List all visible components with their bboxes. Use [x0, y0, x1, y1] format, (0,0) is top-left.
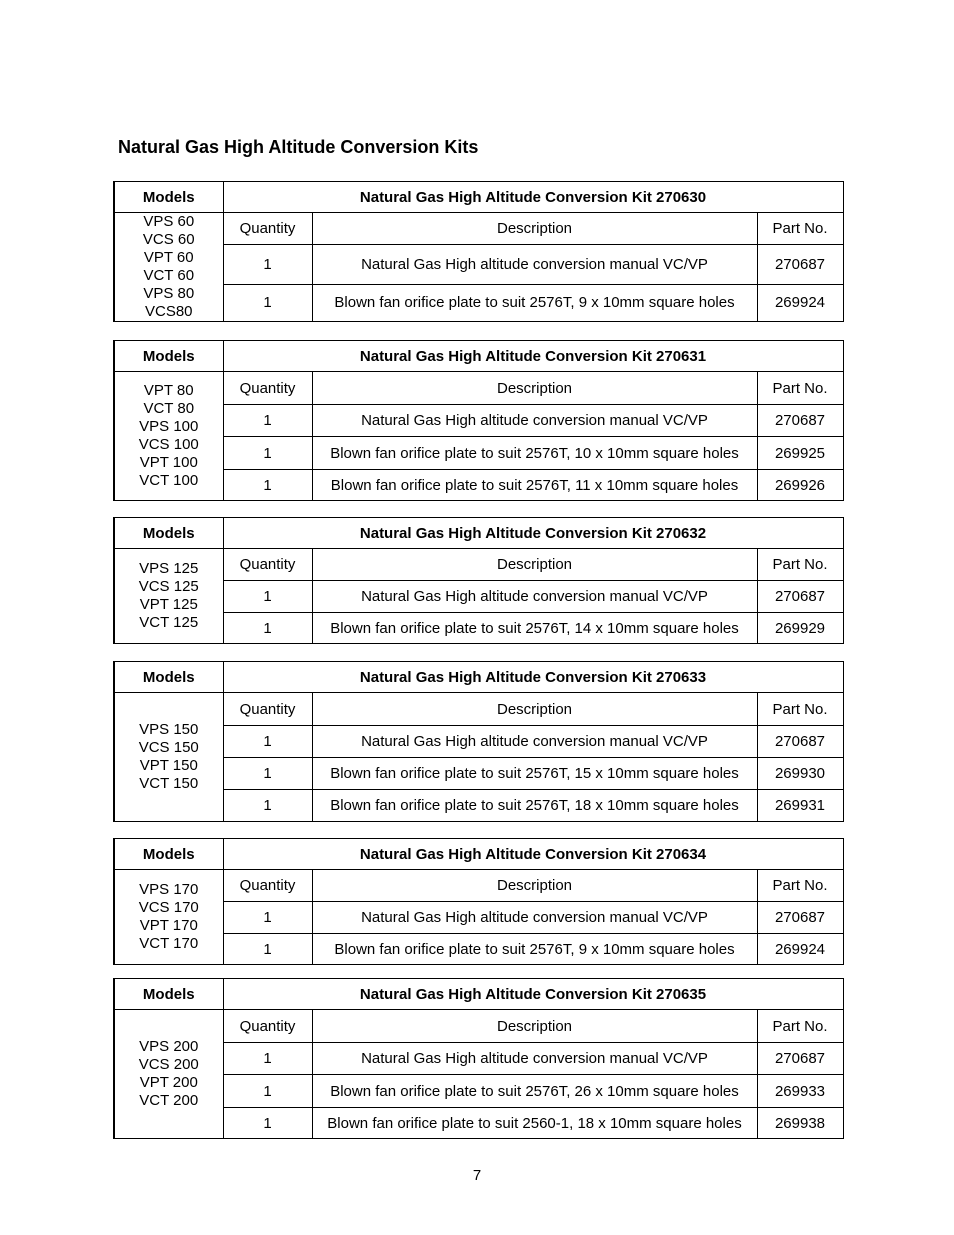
table-row [114, 790, 843, 822]
description-cell: Blown fan orifice plate to suit 2576T, 14 x 10mm square holes [312, 613, 757, 644]
description-cell: Natural Gas High altitude conversion manual VC/VP [312, 581, 757, 613]
model-name: VPS 80 [143, 285, 195, 302]
part-number-cell: 270687 [757, 405, 843, 437]
model-name: VCS80 [144, 303, 193, 320]
quantity-cell: 1 [223, 470, 312, 501]
quantity-cell: 1 [223, 284, 312, 321]
table-row [114, 405, 843, 437]
part-number-cell: 269938 [757, 1108, 843, 1139]
model-name: VCS 150 [138, 739, 199, 756]
model-name: VCT 125 [139, 614, 199, 631]
quantity-column-header: Quantity [223, 372, 312, 405]
description-column-header: Description [312, 372, 757, 405]
part-number-cell: 269924 [757, 284, 843, 321]
model-name: VCT 60 [143, 267, 195, 284]
kit-table [113, 517, 844, 644]
description-cell: Natural Gas High altitude conversion manual VC/VP [312, 1043, 757, 1075]
table-row [114, 1075, 843, 1108]
description-cell: Natural Gas High altitude conversion manual VC/VP [312, 902, 757, 934]
quantity-cell: 1 [223, 726, 312, 758]
quantity-cell: 1 [223, 902, 312, 934]
models-list [114, 549, 223, 644]
model-name: VCS 60 [142, 231, 195, 248]
part-number-cell: 269933 [757, 1075, 843, 1108]
model-name: VPT 80 [143, 382, 194, 399]
table-row [114, 934, 843, 965]
table-row [114, 581, 843, 613]
models-list [114, 213, 223, 322]
page-title: Natural Gas High Altitude Conversion Kits [118, 137, 479, 157]
description-column-header: Description [312, 693, 757, 726]
models-header: Models [114, 979, 223, 1010]
quantity-cell: 1 [223, 245, 312, 284]
models-header: Models [114, 518, 223, 549]
model-name: VCS 100 [138, 436, 199, 453]
model-name: VCS 200 [138, 1056, 199, 1073]
quantity-cell: 1 [223, 934, 312, 965]
description-cell: Natural Gas High altitude conversion manual VC/VP [312, 405, 757, 437]
models-header: Models [114, 662, 223, 693]
description-cell: Blown fan orifice plate to suit 2576T, 9 x 10mm square holes [312, 934, 757, 965]
part-number-cell: 270687 [757, 245, 843, 284]
table-row [114, 902, 843, 934]
kit-title: Natural Gas High Altitude Conversion Kit 270632 [223, 518, 843, 549]
model-name: VPS 170 [139, 881, 199, 898]
model-name: VCT 200 [139, 1092, 199, 1109]
description-cell: Blown fan orifice plate to suit 2576T, 18 x 10mm square holes [312, 790, 757, 822]
model-name: VPS 200 [139, 1038, 199, 1055]
model-name: VPT 125 [139, 596, 198, 613]
quantity-column-header: Quantity [223, 870, 312, 902]
model-name: VPS 125 [139, 560, 199, 577]
description-column-header: Description [312, 870, 757, 902]
quantity-cell: 1 [223, 790, 312, 822]
kit-table [113, 661, 844, 822]
quantity-column-header: Quantity [223, 693, 312, 726]
table-row [114, 726, 843, 758]
models-list [114, 870, 223, 965]
models-header: Models [114, 182, 223, 213]
description-cell: Blown fan orifice plate to suit 2576T, 11 x 10mm square holes [312, 470, 757, 501]
description-cell: Natural Gas High altitude conversion manual VC/VP [312, 726, 757, 758]
kit-title: Natural Gas High Altitude Conversion Kit 270631 [223, 341, 843, 372]
description-column-header: Description [312, 549, 757, 581]
models-list [114, 1010, 223, 1139]
part-number-cell: 270687 [757, 902, 843, 934]
part-number-cell: 270687 [757, 726, 843, 758]
table-row [114, 1043, 843, 1075]
part-number-cell: 269929 [757, 613, 843, 644]
quantity-cell: 1 [223, 405, 312, 437]
model-name: VCT 150 [139, 775, 199, 792]
model-name: VPS 150 [139, 721, 199, 738]
models-header: Models [114, 341, 223, 372]
page-number: 7 [472, 1167, 482, 1184]
table-row [114, 284, 843, 321]
quantity-cell: 1 [223, 758, 312, 790]
part-no-column-header: Part No. [757, 549, 843, 581]
table-row [114, 245, 843, 284]
kit-title: Natural Gas High Altitude Conversion Kit 270630 [223, 182, 843, 213]
models-list [114, 372, 223, 501]
kit-table [113, 838, 844, 965]
quantity-cell: 1 [223, 437, 312, 470]
model-name: VPT 100 [139, 454, 198, 471]
part-number-cell: 270687 [757, 581, 843, 613]
description-cell: Blown fan orifice plate to suit 2576T, 10 x 10mm square holes [312, 437, 757, 470]
part-number-cell: 269925 [757, 437, 843, 470]
model-name: VCT 170 [139, 935, 199, 952]
model-name: VPT 150 [139, 757, 198, 774]
quantity-cell: 1 [223, 581, 312, 613]
model-name: VCS 125 [138, 578, 199, 595]
description-column-header: Description [312, 1010, 757, 1043]
quantity-cell: 1 [223, 613, 312, 644]
quantity-column-header: Quantity [223, 549, 312, 581]
quantity-cell: 1 [223, 1043, 312, 1075]
model-name: VCT 80 [143, 400, 195, 417]
kit-title: Natural Gas High Altitude Conversion Kit 270633 [223, 662, 843, 693]
model-name: VPT 60 [143, 249, 194, 266]
description-cell: Blown fan orifice plate to suit 2576T, 15 x 10mm square holes [312, 758, 757, 790]
kit-table [113, 978, 844, 1139]
part-number-cell: 269930 [757, 758, 843, 790]
part-no-column-header: Part No. [757, 372, 843, 405]
part-number-cell: 269924 [757, 934, 843, 965]
description-cell: Natural Gas High altitude conversion manual VC/VP [312, 245, 757, 284]
part-no-column-header: Part No. [757, 693, 843, 726]
part-no-column-header: Part No. [757, 213, 843, 245]
model-name: VPS 60 [143, 213, 195, 230]
table-row [114, 1108, 843, 1139]
kit-table [113, 181, 844, 322]
table-row [114, 613, 843, 644]
quantity-cell: 1 [223, 1075, 312, 1108]
description-column-header: Description [312, 213, 757, 245]
quantity-column-header: Quantity [223, 1010, 312, 1043]
model-name: VPS 100 [139, 418, 199, 435]
kit-table [113, 340, 844, 501]
description-cell: Blown fan orifice plate to suit 2576T, 26 x 10mm square holes [312, 1075, 757, 1108]
table-row [114, 470, 843, 501]
kit-title: Natural Gas High Altitude Conversion Kit 270634 [223, 839, 843, 870]
models-header: Models [114, 839, 223, 870]
table-row [114, 758, 843, 790]
kit-title: Natural Gas High Altitude Conversion Kit 270635 [223, 979, 843, 1010]
model-name: VPT 200 [139, 1074, 198, 1091]
table-row [114, 437, 843, 470]
model-name: VCS 170 [138, 899, 199, 916]
models-list [114, 693, 223, 822]
part-number-cell: 270687 [757, 1043, 843, 1075]
model-name: VCT 100 [139, 472, 199, 489]
description-cell: Blown fan orifice plate to suit 2576T, 9 x 10mm square holes [312, 284, 757, 321]
quantity-cell: 1 [223, 1108, 312, 1139]
part-number-cell: 269926 [757, 470, 843, 501]
part-no-column-header: Part No. [757, 1010, 843, 1043]
description-cell: Blown fan orifice plate to suit 2560-1, 18 x 10mm square holes [312, 1108, 757, 1139]
part-number-cell: 269931 [757, 790, 843, 822]
model-name: VPT 170 [139, 917, 198, 934]
part-no-column-header: Part No. [757, 870, 843, 902]
quantity-column-header: Quantity [223, 213, 312, 245]
